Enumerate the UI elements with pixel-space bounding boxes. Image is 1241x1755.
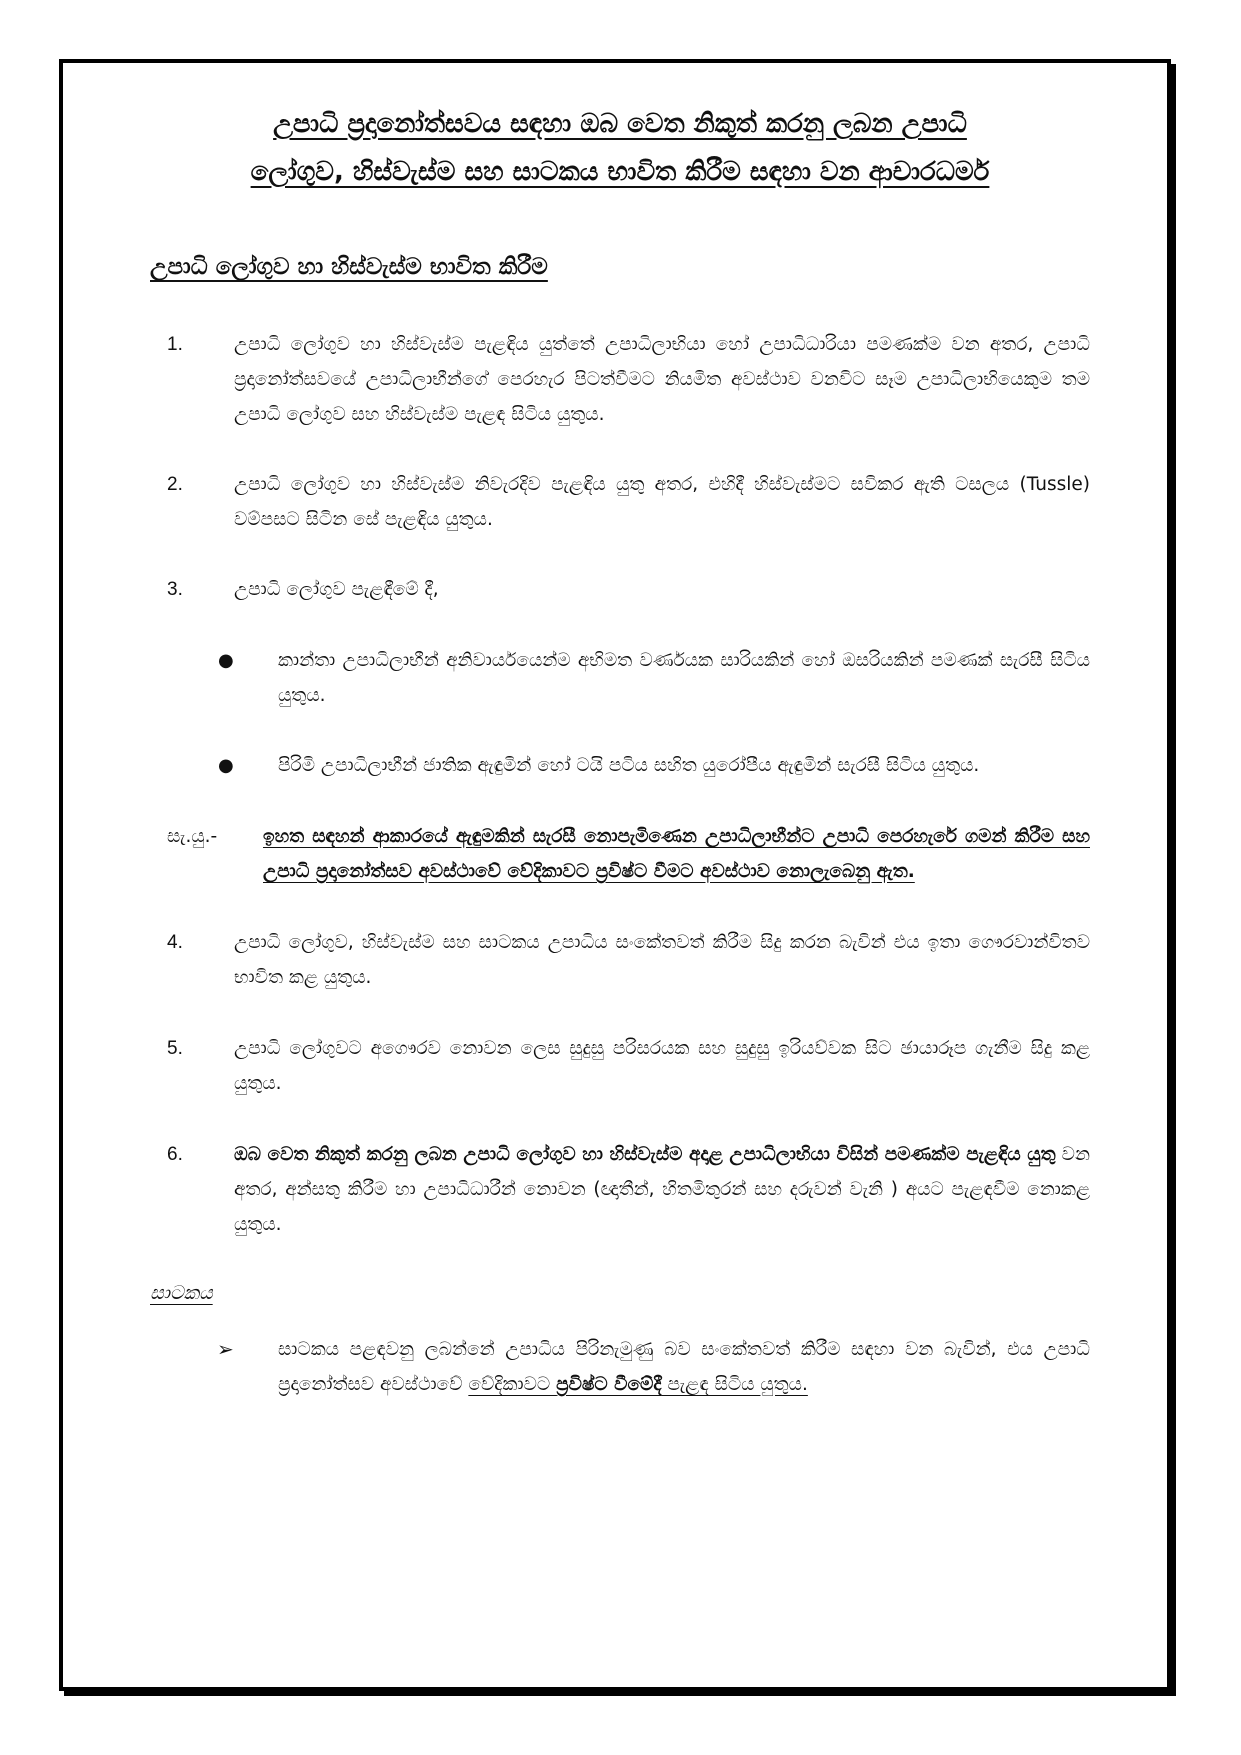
list-number: 6.: [167, 1144, 183, 1165]
dress-bullet-men: [200, 748, 1090, 783]
bullet-text: පිරිමි උපාධිලාභීන් ජාතික ඇඳුමින් හෝ ටයි පටිය සහිත යුරෝපීය ඇඳුමින් සැරසී සිටිය යුතුය.: [278, 755, 980, 776]
sash-item: [217, 1332, 1090, 1402]
list-item-text: උපාධි ලෝගුව හා හිස්වැස්ම පැළඳිය යුත්තේ උපාධිලාභියා හෝ උපාධිධාරියා පමණක්ම වන අතර, උපාධි ප්‍රදානෝත්සවයේ උපාධිලාභීන්ගේ පෙරහැර පිටත්වීමට නියමිත අවස්ථාව වනවිට සෑම උපාධිලාභියෙකුම තම උපාධි ලෝගුව සහ හිස්වැස්ම පැළඳ සිටිය යුතුය.: [234, 334, 1090, 425]
title-line-2: ලෝගුව, හිස්වැස්ම සහ සාටකය භාවිත කිරීම සඳහා වන ආචාරධර්ම: [250, 157, 990, 187]
list-item-text-rest: වන අතර, අන්සතු කිරීම හා උපාධිධාරීන් නොවන (ඥාතීන්, හිතමිතුරන් සහ දරුවන් වැනි ) අයට පැළඳවීම නොකළ යුතුය.: [234, 1144, 1090, 1235]
note-label: සැ.යු.-: [167, 826, 218, 847]
sash-text-bold-underlined: ප්‍රවිෂ්ට වීමේදී: [556, 1374, 662, 1395]
sash-text-end: පැළඳ සිටිය යුතුය.: [661, 1374, 808, 1395]
list-item-6: [167, 1137, 1090, 1242]
list-item-text: උපාධි ලෝගුව පැළඳීමේ දී,: [234, 579, 439, 600]
list-number: 1.: [167, 334, 183, 355]
bullet-text: කාන්තා උපාධිලාභීන් අනිවාර්යයෙන්ම අභිමත වර්ණයක සාරියකින් හෝ ඔසරියකින් පමණක් සැරසී සිටිය යුතුය.: [278, 650, 1090, 706]
list-item-2: [167, 467, 1090, 537]
list-item-text: උපාධි ලෝගුව හා හිස්වැස්ම නිවැරදිව පැළඳිය යුතු අතර, එහිදී හිස්වැස්මට සවිකර ඇති ටසලය (Tussle) වම්පසට සිටින සේ පැළඳිය යුතුය.: [234, 474, 1090, 530]
dress-bullet-women: [200, 643, 1090, 713]
list-number: 2.: [167, 474, 183, 495]
sash-text-underlined: වේදිකාවට: [468, 1374, 557, 1395]
list-item-text: උපාධි ලෝගුව, හිස්වැස්ම සහ සාටකය උපාධිය සංකේතවත් කිරීම සිදු කරන බැවින් එය ඉතා ගෞරවාන්විතව භාවිත කළ යුතුය.: [234, 932, 1090, 988]
sash-heading: සාටකය: [150, 1282, 213, 1304]
list-item-text: උපාධි ලෝගුවට අගෞරව නොවන ලෙස සුදුසු පරිසරයක සහ සුදුසු ඉරියව්වක සිට ඡායාරූප ගැනීම සිදු කළ යුතුය.: [234, 1038, 1090, 1094]
list-item-4: [167, 925, 1090, 995]
list-item-3: [167, 572, 1090, 607]
title-line-1: උපාධි ප්‍රදානෝත්සවය සඳහා ඔබ වෙත නිකුත් කරනු ලබන උපාධි: [273, 109, 967, 139]
note-text: ඉහත සඳහන් ආකාරයේ ඇඳුමකින් සැරසී නොපැමිණෙන උපාධිලාභීන්ට උපාධි පෙරහැරේ ගමන් කිරීම සහ උපාධි ප්‍රදානෝත්සව අවස්ථාවේ වේදිකාවට ප්‍රවිෂ්ට වීමට අවස්ථාව නොලැබෙනු ඇත.: [263, 826, 1090, 882]
note-block: [167, 819, 1090, 889]
bullet-dot-icon: ●: [218, 755, 234, 776]
document-content: [150, 100, 1090, 1402]
list-item-5: [167, 1031, 1090, 1101]
list-number: 4.: [167, 932, 183, 953]
list-number: 3.: [167, 579, 183, 600]
list-item-text-bold: ඔබ වෙත නිකුත් කරනු ලබන උපාධි ලෝගුව හා හිස්වැස්ම අදාළ උපාධිලාභියා විසින් පමණක්ම පැළඳිය යුතු: [234, 1144, 1056, 1165]
list-item-1: [167, 327, 1090, 432]
document-title: [150, 100, 1090, 196]
list-number: 5.: [167, 1038, 183, 1059]
section-heading: උපාධි ලෝගුව හා හිස්වැස්ම භාවිත කිරීම: [150, 254, 548, 280]
sash-text-plain: සාටකය පළඳවනු ලබන්නේ උපාධිය පිරිනැමුණු බව සංකේතවත් කිරීම සඳහා වන බැවින්, එය උපාධි ප්‍රදානෝත්සව අවස්ථාවේ: [278, 1339, 1090, 1395]
bullet-dot-icon: ●: [218, 650, 234, 671]
arrow-bullet-icon: ➢: [217, 1337, 234, 1361]
